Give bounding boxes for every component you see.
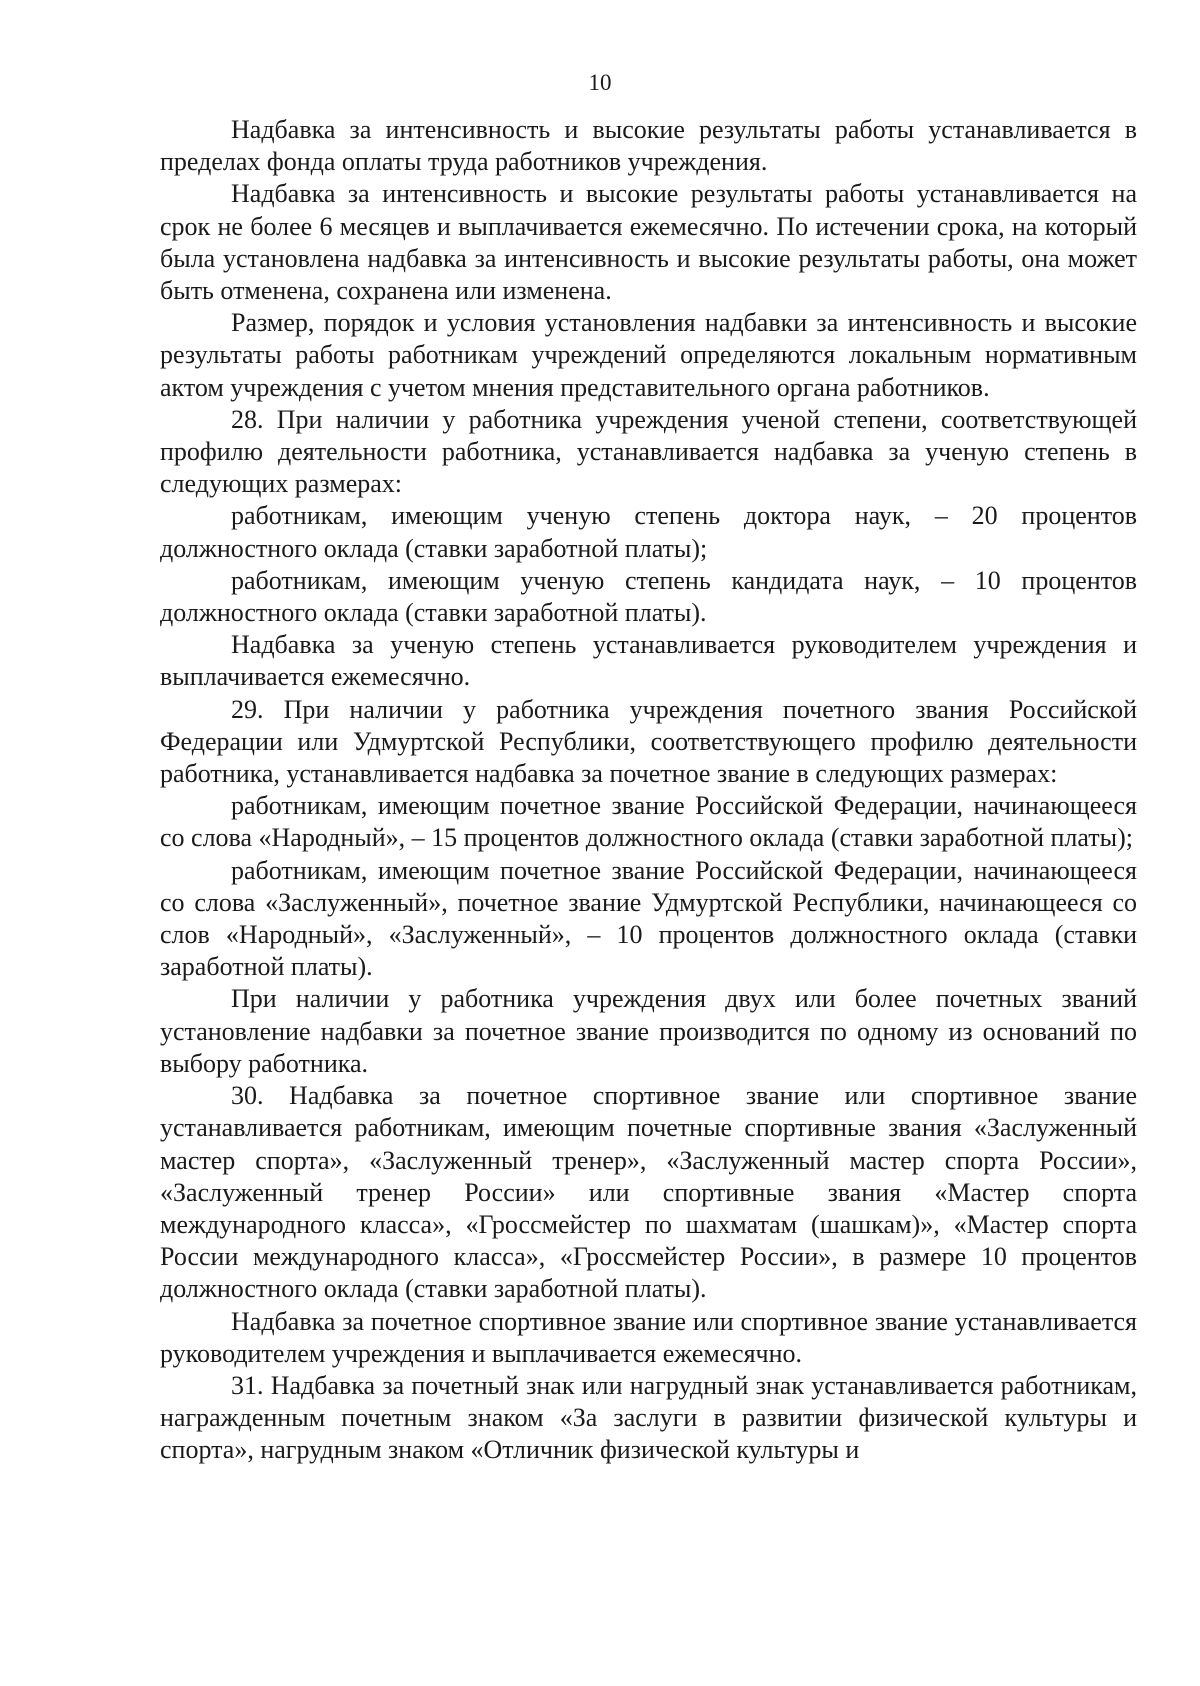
paragraph-clause-29: 29. При наличии у работника учреждения почетного звания Российской Федерации или Удмуртской Республики, соответствующего профилю деятельности работника, устанавливается надбавка за почетное звание в следующих размерах: xyxy=(160,694,1137,789)
paragraph-intensity-term: Надбавка за интенсивность и высокие результаты работы устанавливается на срок не более 6 месяцев и выплачивается ежемесячно. По истечении срока, на который была установлена надбавка за интенсивность и высокие результаты работы, она может быть отменена, сохранена или изменена. xyxy=(160,179,1137,306)
paragraph-title-zasluzhenny: работникам, имеющим почетное звание Российской Федерации, начинающееся со слова «Заслуженный», почетное звание Удмуртской Республики, начинающееся со слов «Народный», «Заслуженный», – 10 процентов должностного оклада (ставки заработной платы). xyxy=(160,855,1137,982)
paragraph-sport-title-payment: Надбавка за почетное спортивное звание или спортивное звание устанавливается руководителем учреждения и выплачивается ежемесячно. xyxy=(160,1306,1137,1368)
paragraph-doctor-degree: работникам, имеющим ученую степень доктора наук, – 20 процентов должностного оклада (ставки заработной платы); xyxy=(160,501,1137,563)
paragraph-clause-28: 28. При наличии у работника учреждения ученой степени, соответствующей профилю деятельности работника, устанавливается надбавка за ученую степень в следующих размерах: xyxy=(160,404,1137,499)
paragraph-clause-30: 30. Надбавка за почетное спортивное звание или спортивное звание устанавливается работникам, имеющим почетные спортивные звания «Заслуженный мастер спорта», «Заслуженный тренер», «Заслуженный мастер спорта России», «Заслуженный тренер России» или спортивные звания «Мастер спорта международного класса», «Гроссмейстер по шахматам (шашкам)», «Мастер спорта России международного класса», «Гроссмейстер России», в размере 10 процентов должностного оклада (ставки заработной платы). xyxy=(160,1081,1137,1304)
paragraph-intensity-fund: Надбавка за интенсивность и высокие результаты работы устанавливается в пределах фонда оплаты труда работников учреждения. xyxy=(160,115,1137,177)
page-number: 10 xyxy=(588,70,612,95)
document-body xyxy=(160,114,1137,1467)
paragraph-title-narodny: работникам, имеющим почетное звание Российской Федерации, начинающееся со слова «Народный», – 15 процентов должностного оклада (ставки заработной платы); xyxy=(160,791,1137,853)
paragraph-degree-payment: Надбавка за ученую степень устанавливается руководителем учреждения и выплачивается ежемесячно. xyxy=(160,630,1137,692)
paragraph-multiple-titles: При наличии у работника учреждения двух или более почетных званий установление надбавки за почетное звание производится по одному из оснований по выбору работника. xyxy=(160,984,1137,1078)
paragraph-clause-31: 31. Надбавка за почетный знак или нагрудный знак устанавливается работникам, награжденным почетным знаком «За заслуги в развитии физической культуры и спорта», нагрудным знаком «Отличник физической культуры и xyxy=(160,1370,1137,1465)
paragraph-candidate-degree: работникам, имеющим ученую степень кандидата наук, – 10 процентов должностного оклада (ставки заработной платы). xyxy=(160,565,1137,628)
paragraph-intensity-procedure: Размер, порядок и условия установления надбавки за интенсивность и высокие результаты работы работникам учреждений определяются локальным нормативным актом учреждения с учетом мнения представительного органа работников. xyxy=(160,308,1137,402)
